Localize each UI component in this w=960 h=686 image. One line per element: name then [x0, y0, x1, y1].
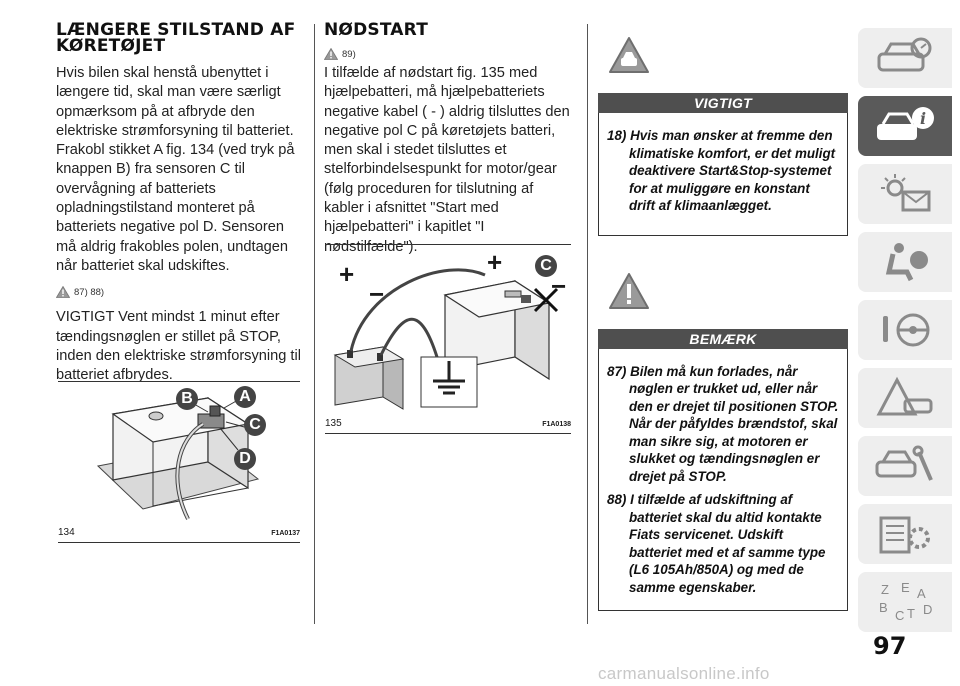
column-notes [598, 36, 848, 611]
tab-technical-data[interactable] [858, 504, 952, 564]
svg-text:A: A [917, 586, 926, 601]
minus-sign-aux: − [369, 279, 385, 309]
svg-text:E: E [901, 580, 910, 595]
svg-text:C: C [895, 608, 905, 623]
minus-sign-vehicle: − [551, 271, 567, 301]
figure-135 [325, 244, 571, 434]
watermark: carmanualsonline.info [598, 664, 770, 683]
warning-triangle-icon [324, 48, 338, 60]
section-heading-standstill: LÆNGERE STILSTAND AF KØRETØJET [56, 20, 296, 56]
warning-triangle-car-icon [873, 376, 937, 420]
info-letter: i [919, 109, 927, 128]
figure-number: 134 [58, 527, 75, 538]
index-letters-icon [873, 580, 937, 624]
tab-warning-lights[interactable] [858, 164, 952, 224]
note-87: 87) Bilen må kun forlades, når nøglen er trukket ud, eller når den er drejet til positionen STOP. Når der påfyldes brændstof, skal man sikre sig, at motoren er slukket og tændingsnøglen er drejet på STOP. [607, 363, 839, 484]
chapter-navigation-sidebar [858, 28, 952, 640]
warning-reference-numbers: 87) 88) [74, 286, 105, 298]
standstill-paragraph: Hvis bilen skal henstå ubenyttet i længere tid, skal man være særligt opmærksom på at afbryde den elektriske strømforsyning til batteriet. Frakobl stikket A fig. 134 (ved tryk på knappen B) fra sensoren C til overvågning af batteriets opladningstilstand monteret på batteriets negative pol D. Sensoren må aldrig frakobles polen, undtagen når batteriet skal udskiftes. [56, 65, 295, 274]
warning-reference-numbers: 89) [342, 48, 356, 60]
column-emergency-start [324, 22, 574, 257]
tab-emergency[interactable] [858, 368, 952, 428]
callout-a: A [234, 386, 256, 408]
plus-sign-vehicle: + [487, 247, 503, 277]
callout-b: B [176, 388, 198, 410]
bemaerk-title-bar: BEMÆRK [598, 329, 848, 349]
svg-text:B: B [879, 600, 888, 615]
vigtigt-title-bar: VIGTIGT [598, 93, 848, 113]
emergency-start-paragraph: I tilfælde af nødstart fig. 135 med hjælpebatteri, må hjælpebatteriets negative kabel ( - ) aldrig tilsluttes den negative pol C på køretøjets batteri, men skal i stedet tilsluttes et stelforbindelsespunkt for motor/gear (følg proceduren for tilslutning af kabler i afsnittet "Start med hjælpebatteri" i kapitlet "I nødstilfælde"). [324, 65, 570, 255]
warning-lights-icon [873, 172, 937, 216]
callout-c: C [535, 255, 557, 277]
note-18: 18) Hvis man ønsker at fremme den klimatiske komfort, er det muligt deaktivere Start&Stop-systemet for at muliggøre en konstant drift af klimaanlægget. [607, 128, 836, 213]
technical-data-icon [873, 512, 937, 556]
note-88: 88) I tilfælde af udskiftning af batteriet skal du altid kontakte Fiats servicenet. Udskift batteriet med et af samme type (L6 105Ah/850A) og med de samme egenskaber. [607, 492, 826, 595]
car-info-icon [873, 104, 937, 148]
car-wrench-icon [873, 444, 937, 488]
figure-134 [58, 381, 300, 543]
tab-vehicle-info[interactable] [858, 96, 952, 156]
airbag-seat-icon [873, 240, 937, 284]
figure-code: F1A0137 [271, 530, 300, 537]
figure-number: 135 [325, 418, 342, 429]
column-divider-1 [314, 24, 315, 624]
car-dashboard-icon [873, 36, 937, 80]
warning-reference [324, 48, 574, 60]
tab-starting-driving[interactable] [858, 300, 952, 360]
svg-text:D: D [923, 602, 933, 617]
jump-start-illustration [325, 247, 571, 415]
tab-dashboard[interactable] [858, 28, 952, 88]
car-warning-triangle-icon [608, 36, 650, 74]
warning-triangle-icon [56, 286, 70, 298]
tab-safety[interactable] [858, 232, 952, 292]
tab-maintenance[interactable] [858, 436, 952, 496]
svg-text:Z: Z [881, 582, 889, 597]
column-divider-2 [587, 24, 588, 624]
section-heading-emergency-start: NØDSTART [324, 20, 428, 40]
steering-wheel-icon [873, 308, 937, 352]
page-number: 97 [873, 632, 907, 660]
important-paragraph: VIGTIGT Vent mindst 1 minut efter tændingsnøglen er stillet på STOP, inden den elektriske strømforsyning til batteriet afbrydes. [56, 309, 301, 384]
bemaerk-box [598, 349, 848, 612]
tab-index[interactable] [858, 572, 952, 632]
callout-d: D [234, 448, 256, 470]
svg-text:T: T [907, 606, 915, 621]
vigtigt-box [598, 113, 848, 236]
exclamation-warning-triangle-icon [608, 272, 650, 310]
plus-sign-aux: + [339, 259, 355, 289]
warning-reference [56, 286, 304, 298]
callout-c: C [244, 414, 266, 436]
column-longer-standstill [56, 22, 304, 385]
figure-code: F1A0138 [542, 421, 571, 428]
